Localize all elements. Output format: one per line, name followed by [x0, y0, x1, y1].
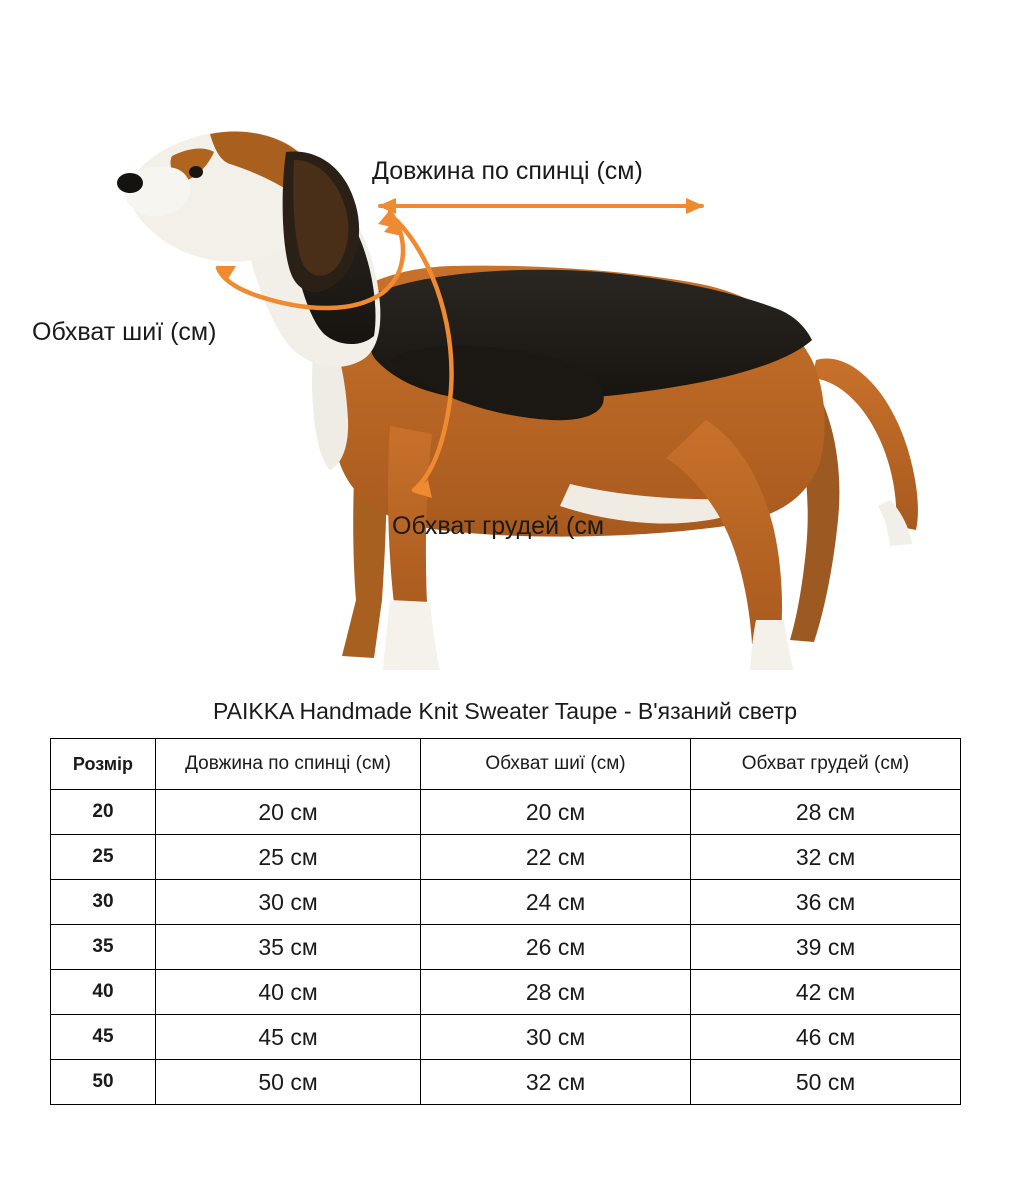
- cell-chest: 42 см: [691, 970, 961, 1015]
- column-header-chest: Обхват грудей (см): [691, 739, 961, 790]
- cell-neck: 30 см: [421, 1015, 691, 1060]
- cell-neck: 24 см: [421, 880, 691, 925]
- cell-size: 45: [51, 1015, 156, 1060]
- table-header-row: [51, 739, 961, 790]
- column-header-neck: Обхват шиї (см): [421, 739, 691, 790]
- cell-back-length: 30 см: [156, 880, 421, 925]
- dog-side-profile-photo: [90, 60, 940, 670]
- label-chest-girth: Обхват грудей (см: [392, 512, 605, 540]
- table-row: [51, 880, 961, 925]
- cell-size: 25: [51, 835, 156, 880]
- cell-size: 20: [51, 790, 156, 835]
- cell-neck: 26 см: [421, 925, 691, 970]
- cell-back-length: 20 см: [156, 790, 421, 835]
- cell-chest: 32 см: [691, 835, 961, 880]
- label-neck-girth: Обхват шиї (см): [32, 318, 217, 346]
- label-back-length: Довжина по спинці (см): [372, 157, 643, 185]
- column-header-size: Розмір: [51, 739, 156, 790]
- cell-chest: 39 см: [691, 925, 961, 970]
- table-row: [51, 790, 961, 835]
- size-table: [50, 738, 961, 1105]
- cell-chest: 50 см: [691, 1060, 961, 1105]
- cell-size: 35: [51, 925, 156, 970]
- cell-back-length: 45 см: [156, 1015, 421, 1060]
- cell-back-length: 40 см: [156, 970, 421, 1015]
- cell-chest: 28 см: [691, 790, 961, 835]
- cell-chest: 36 см: [691, 880, 961, 925]
- cell-back-length: 50 см: [156, 1060, 421, 1105]
- table-row: [51, 970, 961, 1015]
- cell-chest: 46 см: [691, 1015, 961, 1060]
- table-row: [51, 1060, 961, 1105]
- column-header-back-length: Довжина по спинці (см): [156, 739, 421, 790]
- size-chart-title: PAIKKA Handmade Knit Sweater Taupe - В'язаний светр: [212, 698, 798, 724]
- table-row: [51, 1015, 961, 1060]
- cell-back-length: 35 см: [156, 925, 421, 970]
- cell-size: 40: [51, 970, 156, 1015]
- size-table-container: [50, 738, 960, 1105]
- cell-back-length: 25 см: [156, 835, 421, 880]
- cell-size: 30: [51, 880, 156, 925]
- cell-neck: 28 см: [421, 970, 691, 1015]
- cell-size: 50: [51, 1060, 156, 1105]
- cell-neck: 32 см: [421, 1060, 691, 1105]
- cell-neck: 22 см: [421, 835, 691, 880]
- table-row: [51, 925, 961, 970]
- table-row: [51, 835, 961, 880]
- cell-neck: 20 см: [421, 790, 691, 835]
